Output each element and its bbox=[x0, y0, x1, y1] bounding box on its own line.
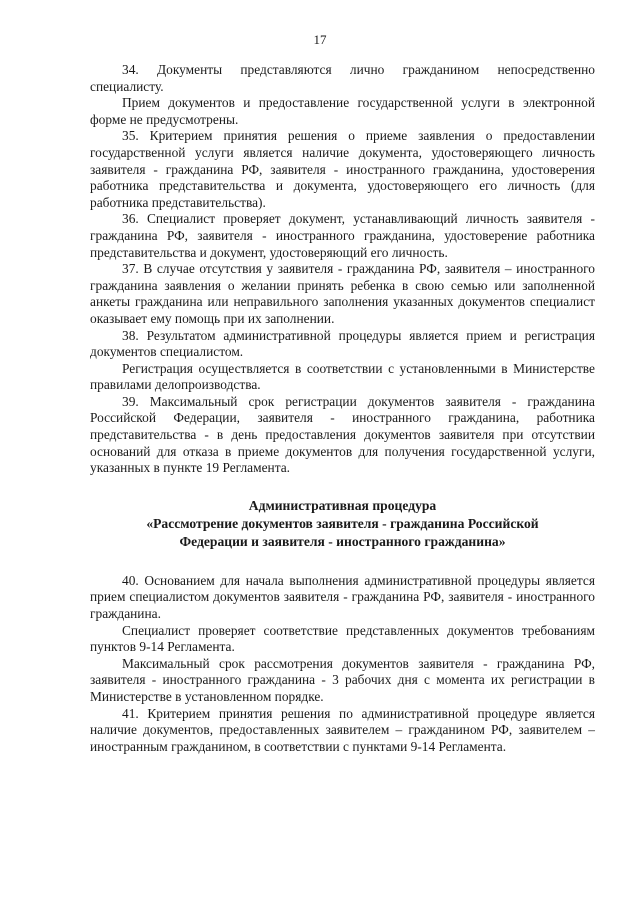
section-heading-line-1: Административная процедура bbox=[248, 497, 437, 513]
section-heading-line-3: Федерации и заявителя - иностранного гражданина» bbox=[179, 533, 506, 549]
paragraph-37: 37. В случае отсутствия у заявителя - гражданина РФ, заявителя – иностранного гражданина заявления о желании принять ребенка в свою семью или заполненной анкеты гражданина или неправильного заполнения указанных документов специалист оказывает ему помощь при их заполнении. bbox=[90, 261, 595, 326]
paragraph-36: 36. Специалист проверяет документ, устанавливающий личность заявителя - гражданина РФ, заявителя - иностранного гражданина, удостоверение работника представительства и документ, удостоверяющий его личность. bbox=[90, 211, 595, 260]
page-number: 17 bbox=[313, 32, 327, 47]
paragraph-38: 38. Результатом административной процедуры является прием и регистрация документов специалистом. bbox=[90, 327, 595, 360]
paragraph-40: 40. Основанием для начала выполнения административной процедуры является прием специалистом документов заявителя - гражданина РФ, заявителя - иностранного гражданина. bbox=[90, 572, 595, 622]
paragraph-39: 39. Максимальный срок регистрации документов заявителя - гражданина Российской Федерации, заявителя - иностранного гражданина, работника представительства - в день предоставления документов заявителя при отсутствии оснований для отказа в приеме документов для получения государственной услуги, указанных в пункте 19 Регламента. bbox=[90, 393, 595, 476]
paragraph-41: 41. Критерием принятия решения по административной процедуре является наличие документов, предоставленных заявителем – гражданином РФ, заявителем – иностранным гражданином, в соответствии с пунктами 9-14 Регламента. bbox=[90, 705, 595, 754]
document-body bbox=[90, 62, 595, 755]
section-heading-line-2: «Рассмотрение документов заявителя - гражданина Российской bbox=[146, 515, 539, 531]
paragraph-38-registration: Регистрация осуществляется в соответствии с установленными в Министерстве правилами делопроизводства. bbox=[90, 360, 595, 393]
paragraph-35: 35. Критерием принятия решения о приеме заявления о предоставлении государственной услуги является наличие документа, удостоверяющего личность заявителя - гражданина РФ, заявителя - иностранного гражданина, удостоверения работника представительства и документа, удостоверяющего его личность (для работника представительства). bbox=[90, 128, 595, 210]
paragraph-34: 34. Документы представляются лично гражданином непосредственно специалисту. bbox=[90, 62, 595, 94]
paragraph-40-check: Специалист проверяет соответствие представленных документов требованиям пунктов 9-14 Регламента. bbox=[90, 622, 595, 655]
paragraph-40-deadline: Максимальный срок рассмотрения документов заявителя - гражданина РФ, заявителя - иностранного гражданина - 3 рабочих дня с момента их регистрации в Министерстве в установленном порядке. bbox=[90, 655, 595, 704]
section-heading bbox=[90, 497, 595, 551]
paragraph-34-electronic: Прием документов и предоставление государственной услуги в электронной форме не предусмотрены. bbox=[90, 95, 595, 127]
